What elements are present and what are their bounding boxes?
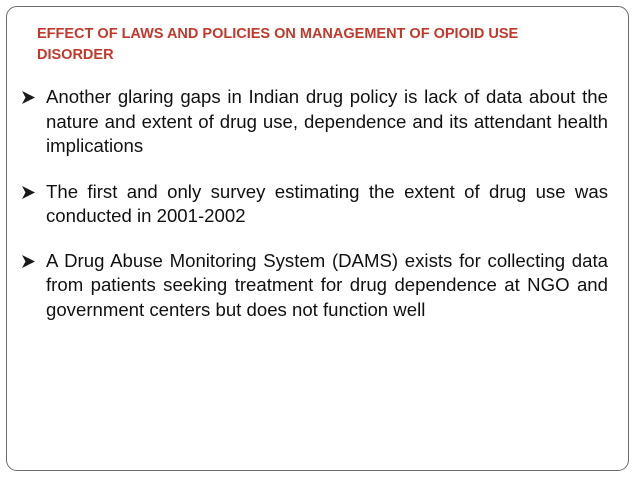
bullet-item [22, 180, 608, 229]
bullet-item [22, 85, 608, 159]
arrow-bullet-icon [22, 85, 40, 109]
bullet-text: A Drug Abuse Monitoring System (DAMS) exists for collecting data from patients seeking treatment for drug dependence at NGO and government centers but does not function well [46, 249, 608, 320]
arrow-bullet-icon [22, 249, 40, 273]
slide-title: EFFECT OF LAWS AND POLICIES ON MANAGEMENT OF OPIOID USE DISORDER [37, 26, 519, 63]
bullet-text: The first and only survey estimating the extent of drug use was conducted in 2001-2002 [46, 180, 608, 226]
bullet-text: Another glaring gaps in Indian drug policy is lack of data about the nature and extent of drug use, dependence and its attendant health implications [46, 86, 608, 156]
bullet-list [22, 85, 608, 343]
bullet-item [22, 249, 608, 323]
arrow-bullet-icon [22, 180, 40, 204]
